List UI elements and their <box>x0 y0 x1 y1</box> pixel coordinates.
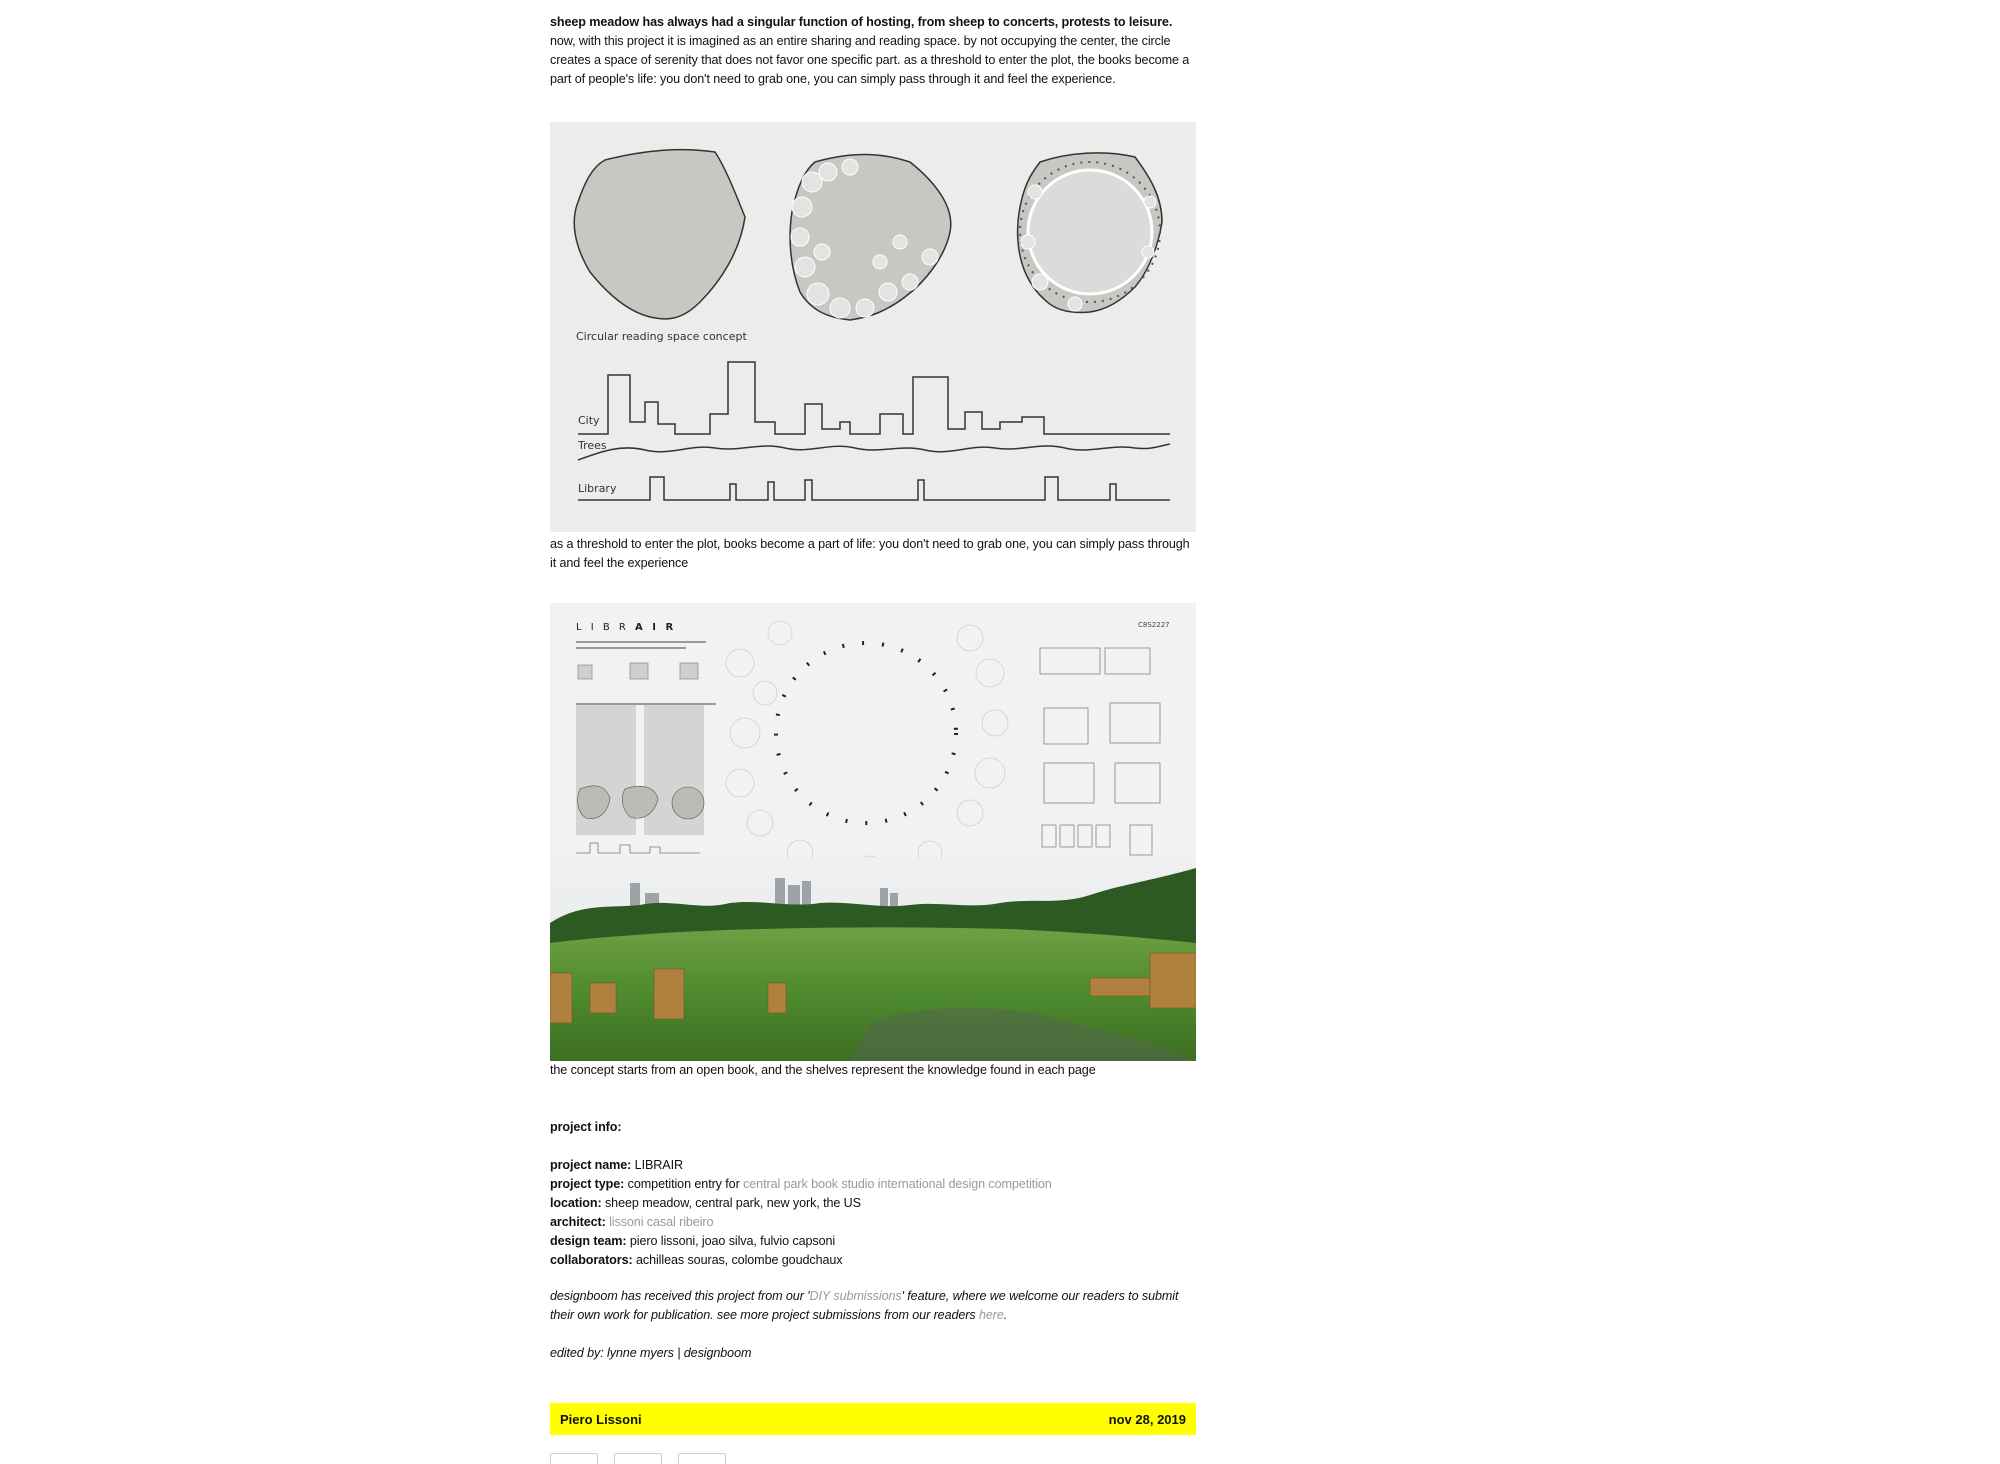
concept-diagram-svg <box>550 122 1196 532</box>
trees-wave-line <box>578 444 1170 460</box>
concept-diagram-image <box>550 122 1196 532</box>
here-link[interactable]: here <box>978 1308 1004 1322</box>
library-line <box>578 477 1170 500</box>
share-button-1[interactable] <box>550 1453 598 1464</box>
poster-small-shapes <box>578 786 704 819</box>
architect-link[interactable]: lissoni casal ribeiro <box>609 1215 714 1229</box>
figure2-caption: the concept starts from an open book, and the shelves represent the knowledge found in each page <box>550 1063 1096 1077</box>
competition-link[interactable]: central park book studio international design competition <box>743 1177 1052 1191</box>
intro-rest: now, with this project it is imagined as an entire sharing and reading space. by not occupying the center, the circle creates a space of serenity that does not favor one specific part. as a threshold to enter the plot, the books become a part of people's life: you don't need to grab one, you can simply pass through it and feel the experience. <box>550 34 1190 86</box>
poster-image <box>550 603 1196 1061</box>
reading-circle <box>1028 170 1152 294</box>
author-date-bar <box>550 1403 1196 1435</box>
row-label-library: Library <box>578 482 617 495</box>
concept-label: Circular reading space concept <box>576 330 747 343</box>
poster-code: C8S2227 <box>1138 621 1170 629</box>
share-button-2[interactable] <box>614 1453 662 1464</box>
plot-shape-1 <box>574 150 745 319</box>
row-label-trees: Trees <box>578 439 607 452</box>
project-info-heading: project info: <box>550 1120 622 1134</box>
info-row-team: design team: piero lissoni, joao silva, fulvio capsoni <box>550 1234 836 1248</box>
info-row-type: project type: competition entry for central park book studio international design competition <box>550 1177 1052 1191</box>
edited-by: edited by: lynne myers | designboom <box>550 1346 752 1360</box>
info-row-collaborators: collaborators: achilleas souras, colombe goudchaux <box>550 1253 843 1267</box>
city-skyline-line <box>578 362 1170 434</box>
author-link[interactable]: Piero Lissoni <box>560 1411 642 1427</box>
intro-paragraph <box>550 13 1196 89</box>
submission-note: designboom has received this project from our 'DIY submissions' feature, where we welcome our readers to submit their own work for publication. see more project submissions from our readers here. <box>550 1289 1179 1322</box>
poster-svg <box>550 603 1196 1061</box>
info-row-location: location: sheep meadow, central park, new york, the US <box>550 1196 861 1210</box>
figure1-caption: as a threshold to enter the plot, books become a part of life: you don't need to grab one, you can simply pass through it and feel the experience <box>550 537 1190 570</box>
diy-submissions-link[interactable]: DIY submissions <box>809 1289 902 1303</box>
project-info-list <box>550 1156 1196 1270</box>
poster-title: L I B R A I R <box>576 622 677 633</box>
share-button-3[interactable] <box>678 1453 726 1464</box>
publish-date: nov 28, 2019 <box>1108 1411 1186 1427</box>
info-row-architect: architect: lissoni casal ribeiro <box>550 1215 714 1229</box>
info-row-name: project name: LIBRAIR <box>550 1158 683 1172</box>
row-label-city: City <box>578 414 600 427</box>
intro-bold: sheep meadow has always had a singular function of hosting, from sheep to concerts, protests to leisure. <box>550 15 1173 29</box>
